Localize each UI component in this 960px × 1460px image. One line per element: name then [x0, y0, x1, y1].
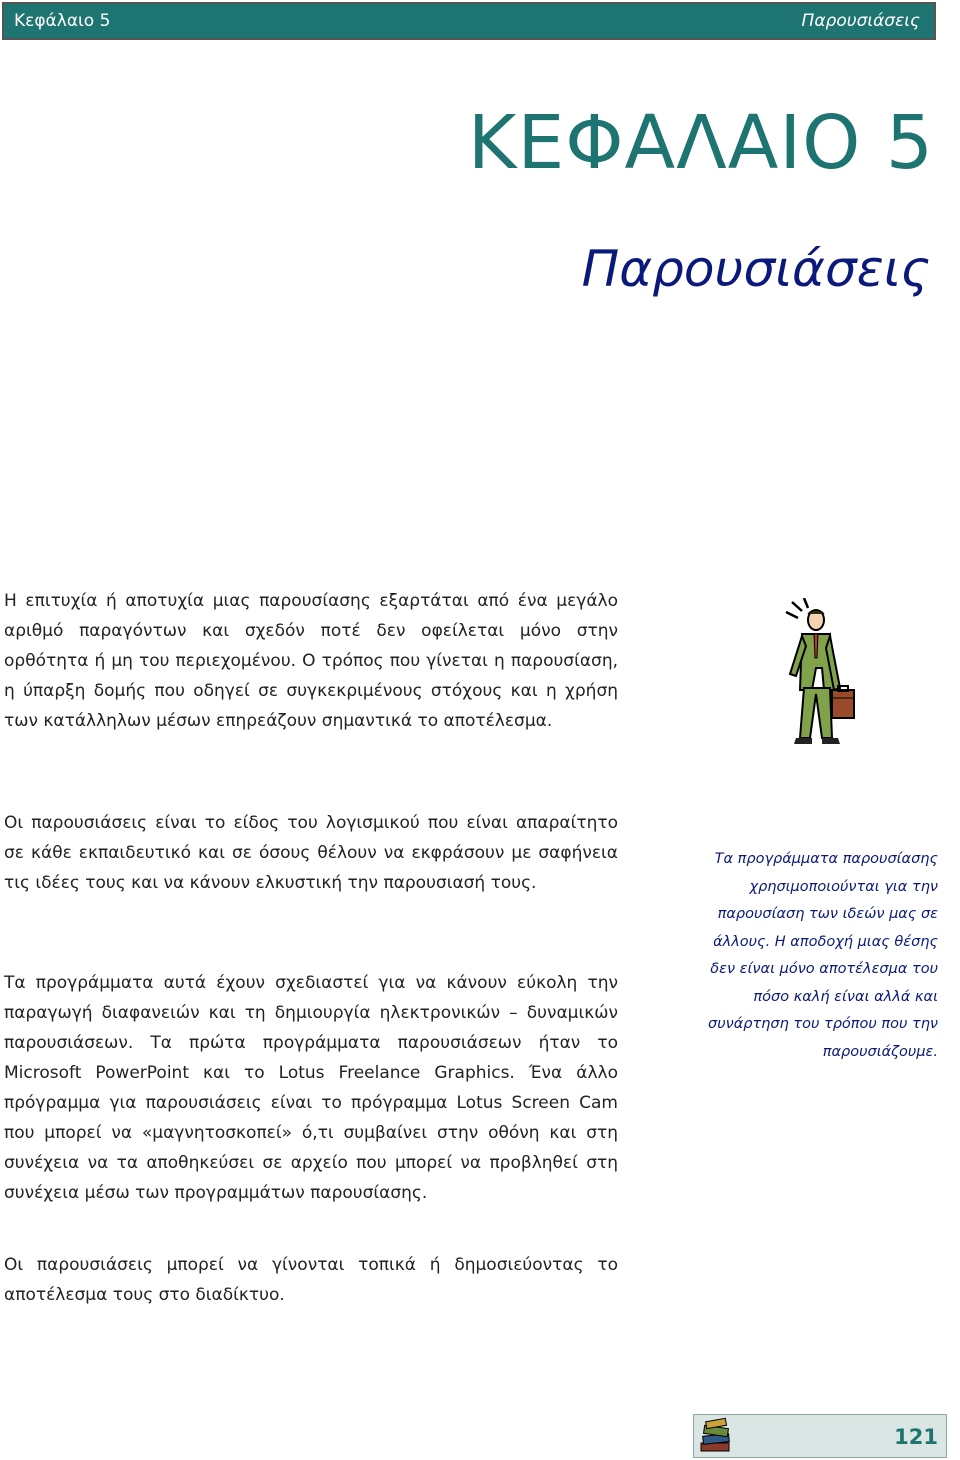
chapter-title: ΚΕΦΑΛΑΙΟ 5 [467, 100, 934, 186]
margin-note-line: άλλους. Η αποδοχή μιας θέσης [713, 933, 938, 950]
chapter-subtitle: Παρουσιάσεις [581, 240, 930, 298]
header-chapter-label: Κεφάλαιο 5 [14, 11, 111, 31]
page-footer [693, 1414, 947, 1458]
margin-note [664, 846, 938, 1066]
body-paragraph-1: Η επιτυχία ή αποτυχία μιας παρουσίασης εξαρτάται από ένα μεγάλο αριθμό παραγόντων και σχεδόν ποτέ δεν οφείλεται μόνο στην ορθότητα ή μη του περιεχομένου. Ο τρόπος που γίνεται η παρουσίαση, η ύπαρξη δομής που οδηγεί σε συγκεκριμένους στόχους και η χρήση των κατάλληλων μέσων επηρεάζουν σημαντικά το αποτέλεσμα. [4, 591, 618, 731]
businessman-with-briefcase-icon [778, 598, 860, 748]
body-paragraph-3: Τα προγράμματα αυτά έχουν σχεδιαστεί για να κάνουν εύκολη την παραγωγή διαφανειών και τη δημιουργία ηλεκτρονικών – δυναμικών παρουσιάσεων. Τα πρώτα προγράμματα παρουσιάσεων ήταν το Microsoft PowerPoint και το Lotus Freelance Graphics. Ένα άλλο πρόγραμμα για παρουσιάσεις είναι το πρόγραμμα Lotus Screen Cam που μπορεί να «μαγνητοσκοπεί» ό,τι συμβαίνει στην οθόνη και στη συνέχεια να τα αποθηκεύσει σε αρχείο που μπορεί να προβληθεί στη συνέχεια μέσω των προγραμμάτων παρουσίασης. [4, 973, 618, 1203]
body-paragraph-4: Οι παρουσιάσεις μπορεί να γίνονται τοπικά ή δημοσιεύοντας το αποτέλεσμα τους στο διαδίκτυο. [4, 1255, 618, 1305]
header-section-label: Παρουσιάσεις [801, 11, 920, 31]
margin-note-line: συνάρτηση του τρόπου που την [708, 1016, 938, 1032]
running-header [2, 2, 936, 40]
stacked-books-icon [698, 1417, 734, 1455]
margin-note-line: χρησιμοποιούνται για την [749, 878, 938, 895]
margin-note-line: παρουσίαση των ιδεών μας σε [717, 906, 938, 922]
page-number: 121 [894, 1425, 938, 1449]
margin-note-line: παρουσιάζουμε. [822, 1043, 938, 1060]
margin-note-line: πόσο καλή είναι αλλά και [753, 988, 938, 1005]
body-paragraph-2: Οι παρουσιάσεις είναι το είδος του λογισμικού που είναι απαραίτητο σε κάθε εκπαιδευτικό και σε όσους θέλουν να εκφράσουν με σαφήνεια τις ιδέες τους και να κάνουν ελκυστική την παρουσιασή τους. [4, 813, 618, 893]
margin-note-line: δεν είναι μόνο αποτέλεσμα του [710, 961, 938, 977]
margin-note-line: Τα προγράμματα παρουσίασης [714, 851, 938, 867]
